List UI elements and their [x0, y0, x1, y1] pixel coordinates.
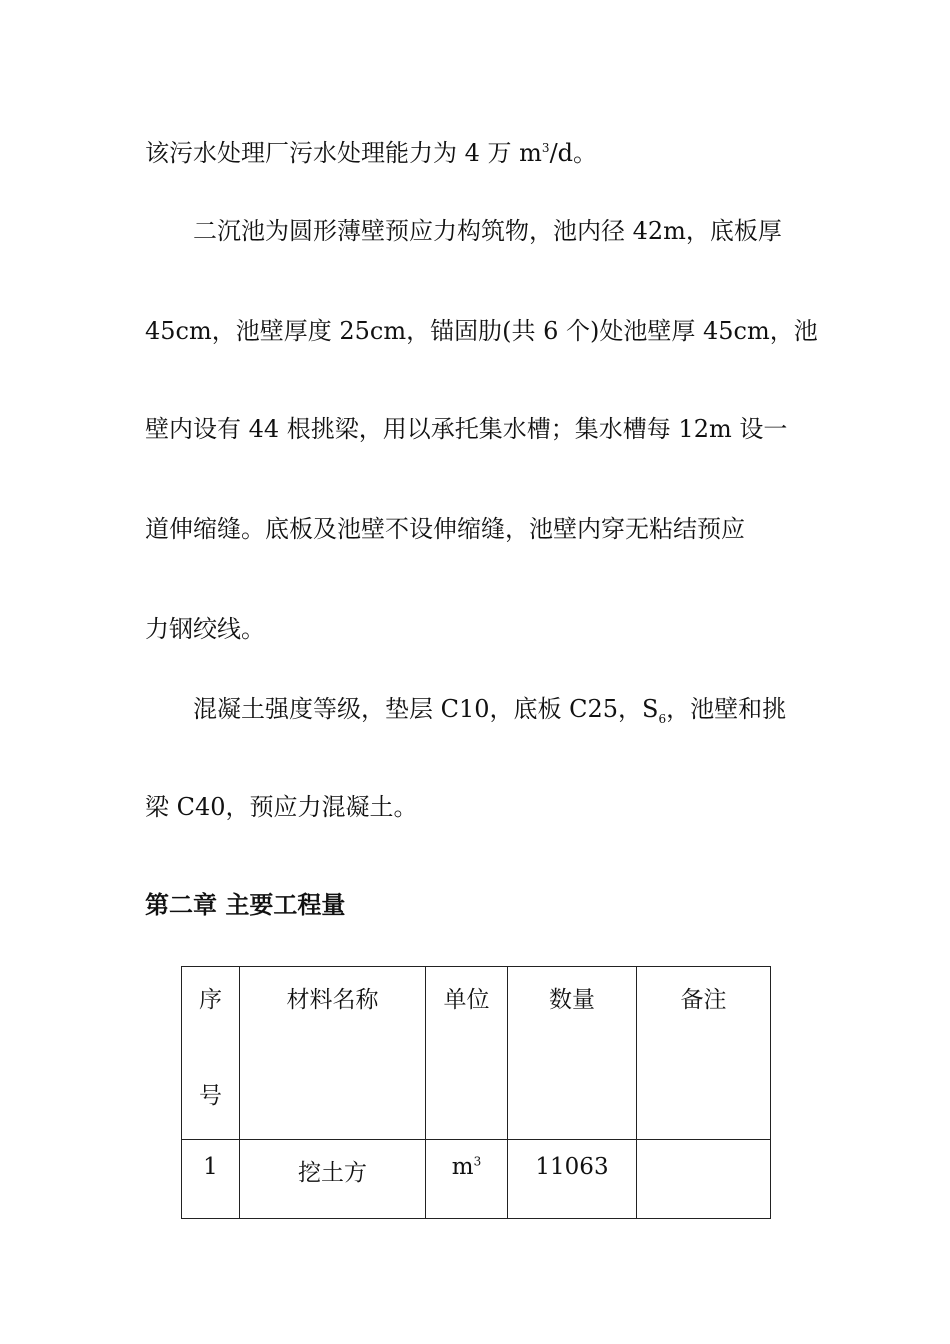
text-span: ，池壁和挑 [666, 695, 787, 723]
text-line: 力钢绞线。 [145, 615, 265, 643]
text-span: /d。 [549, 139, 598, 167]
header-remark: 备注 [680, 987, 727, 1013]
text-line: 二沉池为圆形薄壁预应力构筑物，池内径 42m，底板厚 [193, 217, 782, 245]
header-name: 材料名称 [286, 987, 379, 1013]
cell-name [240, 1140, 426, 1219]
text-line [145, 138, 805, 168]
text-line: 壁内设有 44 根挑梁，用以承托集水槽；集水槽每 12m 设一 [145, 415, 788, 443]
cell-unit [426, 1140, 508, 1219]
row-seq: 1 [203, 1154, 218, 1180]
header-seq-cell [182, 967, 240, 1140]
header-qty: 数量 [549, 987, 595, 1013]
header-remark-cell [637, 967, 771, 1140]
row-name: 挖土方 [298, 1160, 367, 1186]
chapter-heading: 第二章 主要工程量 [145, 891, 346, 919]
unit-text: m [451, 1154, 474, 1180]
header-seq-top: 序 [199, 987, 222, 1013]
text-span: 混凝土强度等级，垫层 C10，底板 C25，S [193, 695, 659, 723]
text-line: 45cm，池壁厚度 25cm，锚固肋(共 6 个)处池壁厚 45cm，池 [145, 317, 818, 345]
header-unit: 单位 [443, 987, 490, 1013]
cell-remark [637, 1140, 771, 1219]
cell-qty [508, 1140, 637, 1219]
header-seq-bottom: 号 [199, 1083, 222, 1109]
header-unit-cell [426, 967, 508, 1140]
text-line: 梁 C40，预应力混凝土。 [145, 793, 418, 821]
quantities-table [181, 966, 771, 1219]
header-qty-cell [508, 967, 637, 1140]
superscript: 3 [541, 141, 550, 155]
table-header-row [182, 967, 771, 1140]
superscript: 3 [473, 1154, 482, 1169]
cell-seq [182, 1140, 240, 1219]
header-name-cell [240, 967, 426, 1140]
text-line [193, 694, 805, 724]
table-row [182, 1140, 771, 1219]
row-unit [426, 1140, 507, 1180]
text-span: 该污水处理厂污水处理能力为 4 万 m [145, 139, 542, 167]
row-remark [637, 1140, 770, 1154]
subscript: 6 [658, 711, 667, 726]
row-qty: 11063 [535, 1154, 609, 1180]
text-line: 道伸缩缝。底板及池壁不设伸缩缝，池壁内穿无粘结预应 [145, 515, 745, 543]
